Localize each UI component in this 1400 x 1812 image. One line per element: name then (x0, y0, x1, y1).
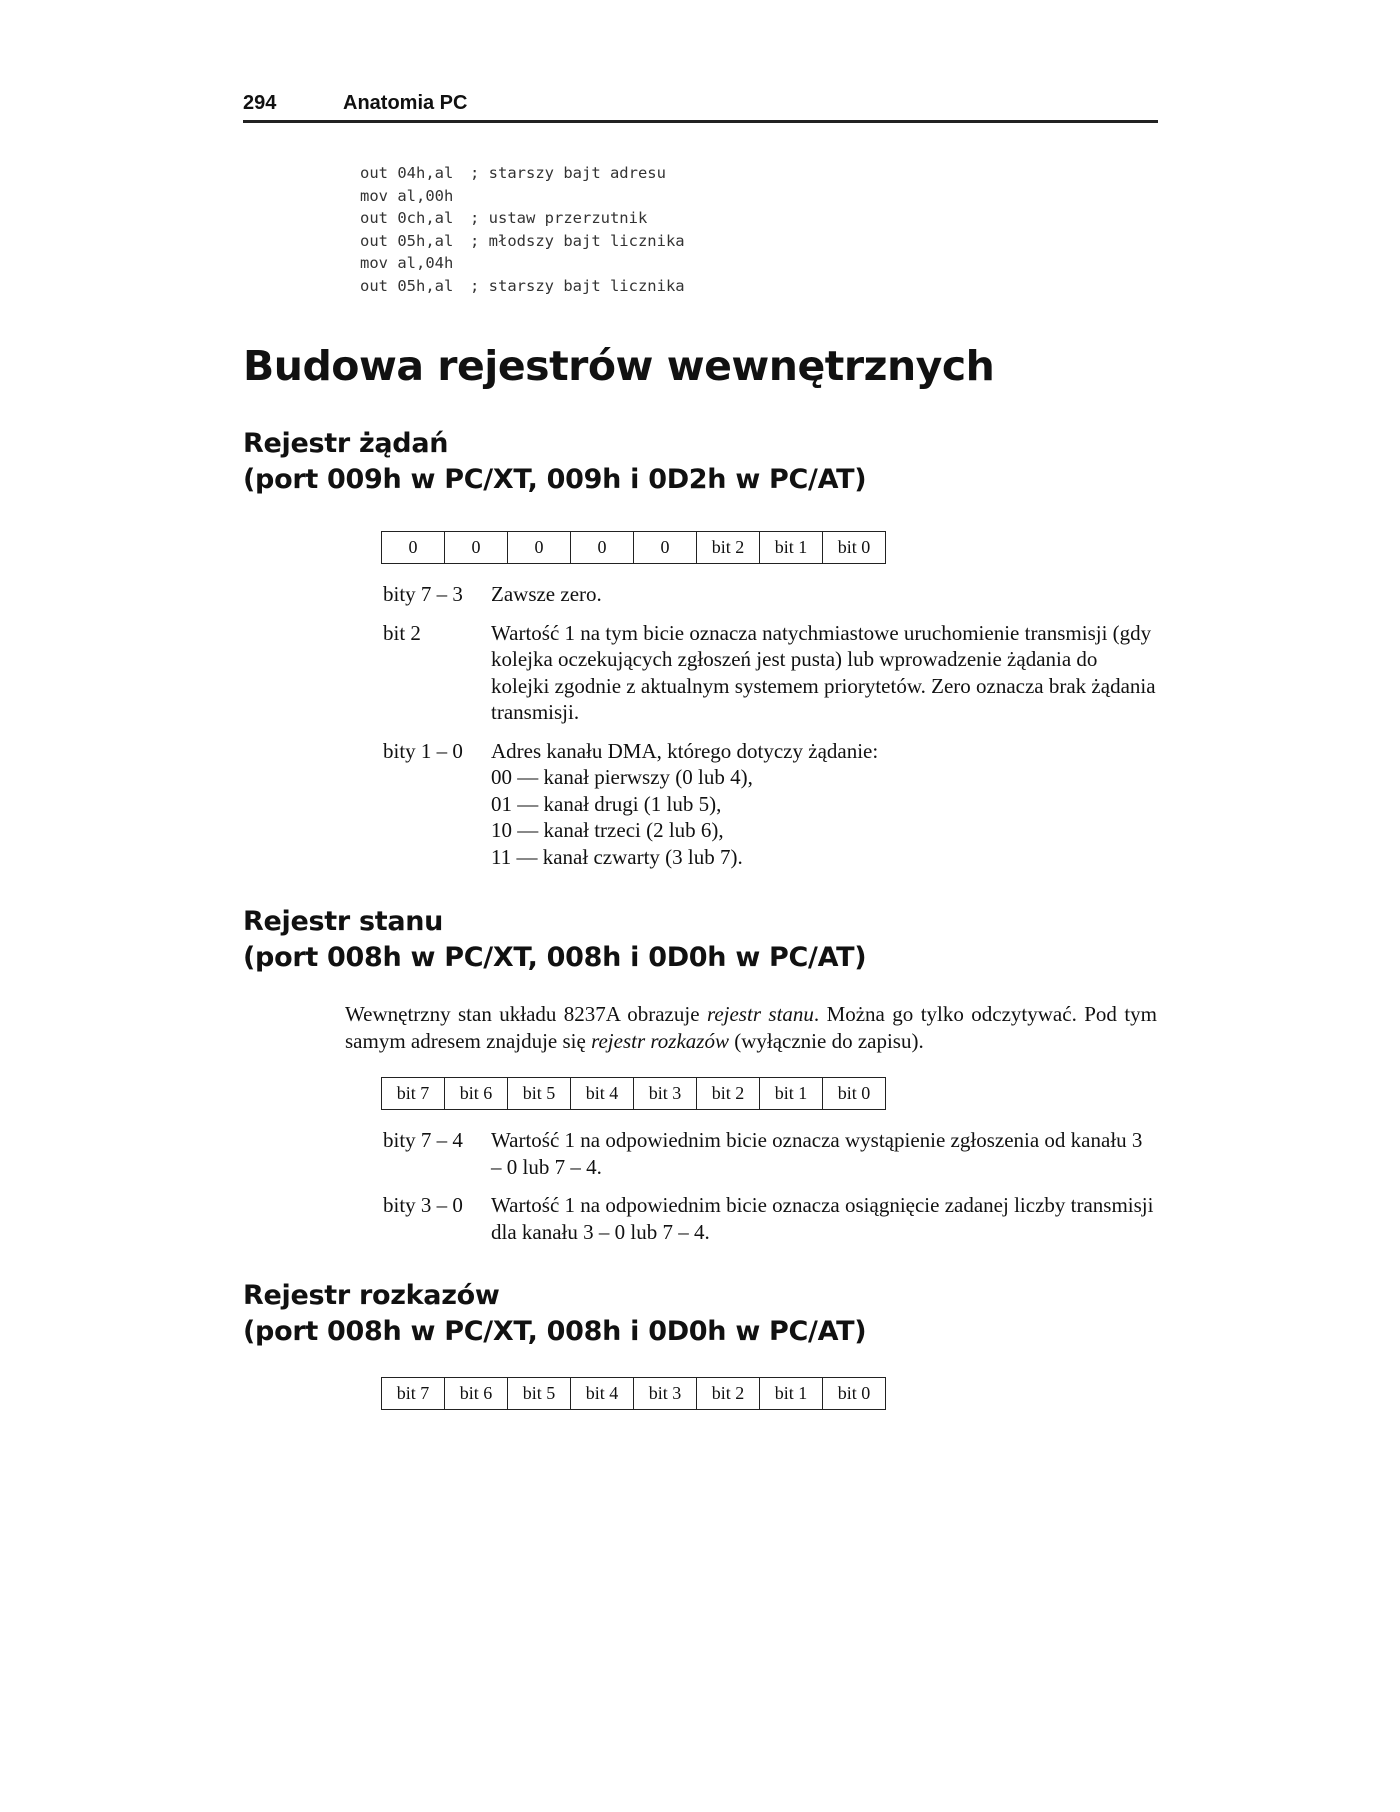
bit-cell: bit 0 (823, 1078, 886, 1110)
code-line (360, 230, 685, 253)
bit-row (382, 1378, 886, 1410)
bit-cell: bit 7 (382, 1378, 445, 1410)
command-register-bit-table (381, 1377, 886, 1410)
code-comment: ; młodszy bajt licznika (470, 231, 685, 250)
bit-row (382, 1078, 886, 1110)
bit-cell: bit 4 (571, 1078, 634, 1110)
code-listing (360, 162, 685, 297)
bit-row (382, 532, 886, 564)
code-comment: ; starszy bajt adresu (470, 164, 666, 182)
bit-cell: 0 (571, 532, 634, 564)
status-register-paragraph (345, 1001, 1157, 1054)
bit-cell: bit 6 (445, 1078, 508, 1110)
definition-term: bity 1 – 0 (383, 738, 463, 763)
request-register-bit-table (381, 531, 886, 564)
page-number: 294 (243, 92, 277, 114)
definition-text: Wartość 1 na odpowiednim bicie oznacza wystąpienie zgłoszenia od kanału 3 – 0 lub 7 – 4. (491, 1128, 1143, 1179)
definition-row (383, 581, 1156, 608)
definition-row (383, 738, 1156, 871)
heading-line: Rejestr żądań (243, 428, 449, 459)
code-line (360, 162, 685, 185)
definition-term: bity 7 – 3 (383, 582, 463, 606)
paragraph-text: Wewnętrzny stan układu 8237A obrazuje (345, 1002, 707, 1026)
bit-cell: bit 1 (760, 1078, 823, 1110)
code-comment: ; starszy bajt licznika (470, 276, 685, 295)
definition-term: bit 2 (383, 620, 421, 645)
request-register-definitions (383, 581, 1156, 882)
heading-line: (port 008h w PC/XT, 008h i 0D0h w PC/AT) (243, 942, 867, 973)
status-register-bit-table (381, 1077, 886, 1110)
bit-cell: bit 0 (823, 532, 886, 564)
bit-cell: bit 1 (760, 532, 823, 564)
paragraph-text: (wyłącznie do zapisu). (728, 1028, 924, 1053)
channel-line: 10 — kanał trzeci (2 lub 6), (491, 818, 724, 842)
bit-cell: bit 2 (697, 532, 760, 564)
code-instruction: out 05h,al (360, 276, 454, 295)
channel-line: 11 — kanał czwarty (3 lub 7). (491, 844, 743, 869)
code-instruction: out 0ch,al (360, 209, 454, 227)
bit-cell: bit 5 (508, 1078, 571, 1110)
emphasis-term: rejestr rozkazów (591, 1028, 729, 1053)
definition-text: Wartość 1 na tym bicie oznacza natychmiastowe uruchomienie transmisji (gdy kolejka oczekujących zgłoszeń jest pusta) lub wprowadzenie żądania do kolejki zgodnie z aktualnym systemem priorytetów. Zero oznacza brak żądania transmisji. (491, 620, 1156, 724)
code-comment: ; ustaw przerzutnik (470, 209, 648, 227)
definition-text: Wartość 1 na odpowiednim bicie oznacza osiągnięcie zadanej liczby transmisji dla kanału 3 – 0 lub 7 – 4. (491, 1193, 1154, 1244)
channel-line: 00 — kanał pierwszy (0 lub 4), (491, 765, 753, 789)
definition-term: bity 7 – 4 (383, 1128, 463, 1152)
heading-line: Rejestr stanu (243, 906, 444, 937)
bit-cell: bit 2 (697, 1078, 760, 1110)
code-instruction: mov al,04h (360, 254, 454, 272)
bit-cell: bit 5 (508, 1378, 571, 1410)
bit-cell: bit 3 (634, 1378, 697, 1410)
heading-line: Rejestr rozkazów (243, 1280, 500, 1311)
status-register-definitions (383, 1127, 1156, 1257)
running-title: Anatomia PC (343, 92, 468, 114)
code-instruction: out 04h,al (360, 164, 454, 182)
bit-cell: 0 (445, 532, 508, 564)
heading-line: (port 008h w PC/XT, 008h i 0D0h w PC/AT) (243, 1316, 867, 1347)
bit-cell: bit 3 (634, 1078, 697, 1110)
bit-cell: 0 (508, 532, 571, 564)
definition-text: Zawsze zero. (491, 582, 602, 606)
definition-text: Adres kanału DMA, którego dotyczy żądanie: (491, 738, 879, 763)
command-register-heading (243, 1278, 866, 1350)
code-instruction: mov al,00h (360, 186, 454, 205)
definition-row (383, 620, 1156, 726)
request-register-heading (243, 426, 866, 498)
bit-cell: bit 6 (445, 1378, 508, 1410)
code-instruction: out 05h,al (360, 231, 454, 250)
bit-cell: 0 (382, 532, 445, 564)
code-line (360, 252, 685, 275)
channel-line: 01 — kanał drugi (1 lub 5), (491, 791, 722, 816)
code-line (360, 185, 685, 208)
emphasis-term: rejestr stanu (706, 1002, 814, 1026)
paragraph-text: . Można go tylko odczytywać. Pod tym samym adresem znajduje się (345, 1002, 1157, 1053)
bit-cell: bit 7 (382, 1078, 445, 1110)
bit-cell: bit 0 (823, 1378, 886, 1410)
definition-block (491, 738, 1156, 871)
code-line (360, 207, 685, 230)
bit-cell: 0 (634, 532, 697, 564)
section-title: Budowa rejestrów wewnętrznych (243, 342, 995, 390)
code-line (360, 275, 685, 298)
bit-cell: bit 4 (571, 1378, 634, 1410)
definition-row (383, 1127, 1156, 1180)
bit-cell: bit 2 (697, 1378, 760, 1410)
definition-row (383, 1192, 1156, 1245)
bit-cell: bit 1 (760, 1378, 823, 1410)
heading-line: (port 009h w PC/XT, 009h i 0D2h w PC/AT) (243, 464, 867, 495)
status-register-heading (243, 904, 866, 976)
definition-term: bity 3 – 0 (383, 1193, 463, 1217)
page-header (243, 90, 1158, 123)
